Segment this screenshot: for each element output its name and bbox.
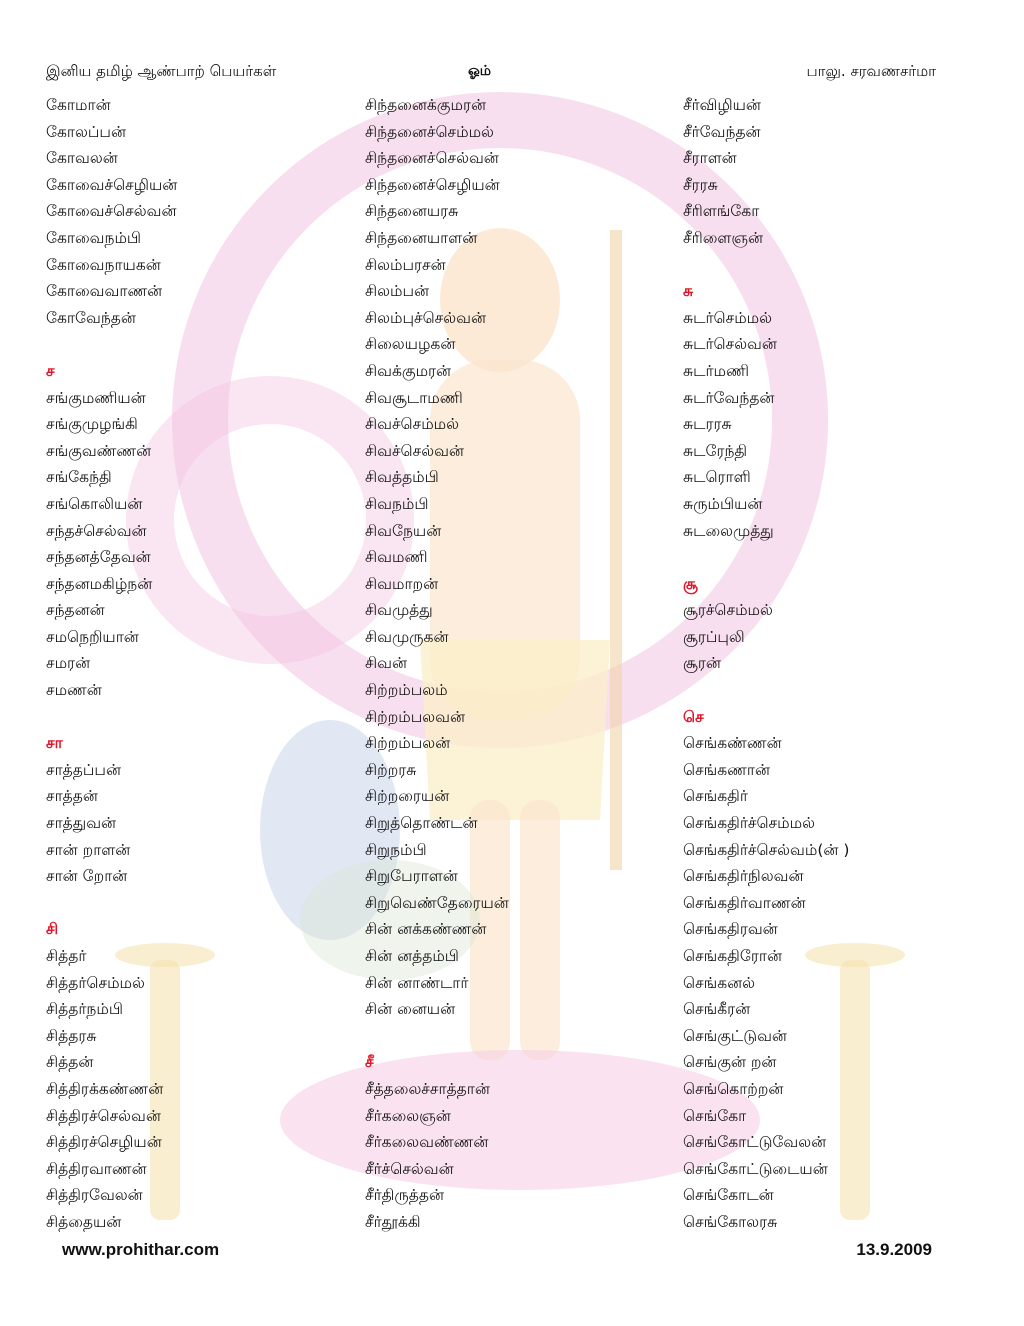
- name-item: செங்கொற்றன்: [683, 1079, 784, 1098]
- name-item: சீரரசு: [683, 175, 718, 194]
- name-item: சிவமுத்து: [365, 601, 433, 620]
- name-item: சிலம்புச்செல்வன்: [365, 308, 486, 327]
- name-item: கோவைநாயகன்: [46, 255, 161, 274]
- name-item: செங்கதிர்: [683, 787, 748, 806]
- name-item: செங்குன் றன்: [683, 1053, 777, 1072]
- om-symbol: ஓம்: [468, 63, 492, 79]
- letter-heading: சூ: [683, 574, 698, 593]
- name-item: சீர்வேந்தன்: [683, 122, 761, 141]
- author-name: பாலு. சரவணசர்மா: [806, 62, 936, 80]
- name-item: சிறுபேராளன்: [365, 867, 458, 886]
- name-item: சாத்துவன்: [46, 814, 117, 833]
- name-item: சிற்றம்பலன்: [365, 734, 451, 753]
- name-item: சிந்தனைச்செல்வன்: [365, 149, 499, 168]
- name-item: சீர்கலைவண்ணன்: [365, 1133, 489, 1152]
- name-item: சுடரொளி: [683, 468, 751, 487]
- name-item: கோவலன்: [46, 149, 118, 168]
- name-item: சிவநம்பி: [365, 494, 429, 513]
- name-item: சமரன்: [46, 654, 91, 673]
- name-item: சிறுத்தொண்டன்: [365, 814, 478, 833]
- name-item: சுடர்செம்மல்: [683, 308, 773, 327]
- name-item: சிவன்: [365, 654, 408, 673]
- name-item: செங்கணான்: [683, 760, 770, 779]
- name-item: சந்தனமகிழ்நன்: [46, 574, 153, 593]
- name-item: செங்கதிரோன்: [683, 947, 782, 965]
- name-item: சித்தன்: [46, 1053, 94, 1072]
- name-item: சங்குமணியன்: [46, 388, 146, 407]
- name-item: சீர்ச்செல்வன்: [365, 1159, 454, 1178]
- name-item: சமநெறியான்: [46, 627, 139, 646]
- name-item: சந்தனத்தேவன்: [46, 548, 151, 567]
- name-item: சீரிளங்கோ: [683, 202, 760, 221]
- name-item: சீரிளைஞன்: [683, 228, 764, 247]
- letter-heading: சி: [46, 920, 59, 939]
- name-item: சீத்தலைச்சாத்தான்: [365, 1079, 490, 1098]
- name-item: செங்கோலரசு: [683, 1212, 778, 1231]
- document-title: இனிய தமிழ் ஆண்பாற் பெயர்கள்: [46, 62, 277, 80]
- name-item: செங்கோ: [683, 1106, 747, 1125]
- footer-date: 13.9.2009: [856, 1240, 932, 1259]
- spacer-row: [46, 704, 346, 731]
- name-item: சித்திரச்செல்வன்: [46, 1106, 161, 1125]
- name-item: செங்கதிர்நிலவன்: [683, 867, 804, 886]
- website-link[interactable]: www.prohithar.com: [62, 1240, 220, 1259]
- name-item: சித்திரச்செழியன்: [46, 1133, 162, 1152]
- name-item: சமணன்: [46, 681, 102, 700]
- name-item: சீர்விழியன்: [683, 96, 761, 114]
- name-item: சித்தர்செம்மல்: [46, 973, 145, 992]
- name-item: சிவத்தம்பி: [365, 468, 439, 487]
- name-item: சித்தையன்: [46, 1212, 122, 1231]
- name-item: கோமான்: [46, 96, 111, 114]
- name-item: சின் னக்கண்ணன்: [365, 920, 487, 939]
- name-item: சிற்றம்பலம்: [365, 681, 448, 700]
- name-item: சிவமுருகன்: [365, 627, 449, 646]
- spacer-row: [683, 252, 983, 279]
- name-item: சிற்றரசு: [365, 760, 417, 779]
- name-item: சீராளன்: [683, 149, 737, 168]
- name-item: சீர்கலைஞன்: [365, 1106, 451, 1125]
- name-item: சின் னத்தம்பி: [365, 947, 459, 965]
- name-item: சுடலைமுத்து: [683, 521, 774, 540]
- name-item: செங்கீரன்: [683, 1000, 751, 1019]
- name-item: சித்தரசு: [46, 1026, 97, 1045]
- name-item: செங்கதிர்வாணன்: [683, 893, 806, 912]
- name-item: சிலம்பரசன்: [365, 255, 446, 274]
- name-item: கோலப்பன்: [46, 122, 126, 141]
- name-item: சுடரேந்தி: [683, 441, 748, 460]
- name-item: சிறுவெண்தேரையன்: [365, 893, 509, 912]
- name-item: சிந்தனைக்குமரன்: [365, 96, 486, 114]
- name-item: கோவைச்செல்வன்: [46, 202, 177, 221]
- name-item: சிவநேயன்: [365, 521, 442, 540]
- name-item: சுரும்பியன்: [683, 494, 763, 513]
- name-item: சூரன்: [683, 654, 721, 673]
- letter-heading: சு: [683, 282, 694, 301]
- page-footer: [62, 1240, 932, 1268]
- name-column-3: [683, 92, 983, 1236]
- name-item: சீர்திருத்தன்: [365, 1186, 444, 1205]
- name-item: சான் றோன்: [46, 867, 128, 886]
- name-item: கோவேந்தன்: [46, 308, 136, 327]
- name-item: சந்தனன்: [46, 601, 105, 620]
- name-item: செங்கனல்: [683, 973, 756, 992]
- spacer-row: [683, 544, 983, 571]
- name-item: சீர்தூக்கி: [365, 1212, 421, 1231]
- name-item: சிலம்பன்: [365, 282, 430, 301]
- name-item: சிற்றம்பலவன்: [365, 707, 465, 726]
- letter-heading: ச: [46, 361, 55, 380]
- name-item: செங்கோட்டுவேலன்: [683, 1133, 827, 1152]
- name-item: சிற்றரையன்: [365, 787, 450, 806]
- spacer-row: [46, 331, 346, 358]
- name-item: சிவச்செல்வன்: [365, 441, 464, 460]
- name-item: சங்குவண்ணன்: [46, 441, 152, 460]
- name-item: சுடர்வேந்தன்: [683, 388, 775, 407]
- spacer-row: [683, 677, 983, 704]
- name-item: சாத்தப்பன்: [46, 760, 121, 779]
- name-item: சான் றாளன்: [46, 840, 131, 859]
- name-item: சங்குமுழங்கி: [46, 415, 138, 434]
- name-item: சங்கொலியன்: [46, 494, 143, 513]
- name-item: சிவமணி: [365, 548, 428, 567]
- name-item: சூரப்புலி: [683, 627, 745, 646]
- name-item: செங்கோடன்: [683, 1186, 774, 1205]
- name-item: செங்கதிரவன்: [683, 920, 778, 939]
- name-item: சித்திரக்கண்ணன்: [46, 1079, 164, 1098]
- name-item: சிந்தனைச்செழியன்: [365, 175, 500, 194]
- name-item: சின் னாண்டார்: [365, 973, 469, 992]
- name-item: சிவக்குமரன்: [365, 361, 452, 380]
- name-item: சிந்தனைச்செம்மல்: [365, 122, 494, 141]
- name-item: சுடரரசு: [683, 415, 732, 434]
- name-item: சந்தச்செல்வன்: [46, 521, 147, 540]
- name-item: செங்கோட்டுடையன்: [683, 1159, 828, 1178]
- name-item: சித்திரவாணன்: [46, 1159, 147, 1178]
- name-item: சின் னையன்: [365, 1000, 456, 1019]
- name-item: சித்தர்நம்பி: [46, 1000, 123, 1019]
- page-header: [46, 62, 936, 86]
- name-column-2: [365, 92, 665, 1236]
- name-item: செங்கதிர்ச்செல்வம்(ன் ): [683, 840, 850, 859]
- name-item: சூரச்செம்மல்: [683, 601, 773, 620]
- spacer-row: [365, 1023, 665, 1050]
- name-item: செங்குட்டுவன்: [683, 1026, 787, 1045]
- name-column-1: [46, 92, 346, 1236]
- letter-heading: செ: [683, 707, 704, 726]
- name-item: செங்கதிர்ச்செம்மல்: [683, 814, 815, 833]
- name-item: சித்தர்: [46, 947, 87, 965]
- name-item: சிவசூடாமணி: [365, 388, 463, 407]
- name-item: கோவைவாணன்: [46, 282, 163, 301]
- name-item: சித்திரவேலன்: [46, 1186, 143, 1205]
- name-item: செங்கண்ணன்: [683, 734, 782, 753]
- spacer-row: [46, 890, 346, 917]
- name-item: சிறுநம்பி: [365, 840, 427, 859]
- name-item: கோவைச்செழியன்: [46, 175, 178, 194]
- name-item: சிந்தனையாளன்: [365, 228, 478, 247]
- name-item: சிலையழகன்: [365, 335, 456, 354]
- name-item: சாத்தன்: [46, 787, 98, 806]
- name-item: கோவைநம்பி: [46, 228, 142, 247]
- name-item: சிவமாறன்: [365, 574, 439, 593]
- letter-heading: சா: [46, 734, 63, 753]
- name-item: சிந்தனையரசு: [365, 202, 459, 221]
- name-item: சிவச்செம்மல்: [365, 415, 460, 434]
- letter-heading: சீ: [365, 1053, 374, 1072]
- name-item: சங்கேந்தி: [46, 468, 112, 487]
- name-item: சுடர்மணி: [683, 361, 750, 380]
- name-item: சுடர்செல்வன்: [683, 335, 777, 354]
